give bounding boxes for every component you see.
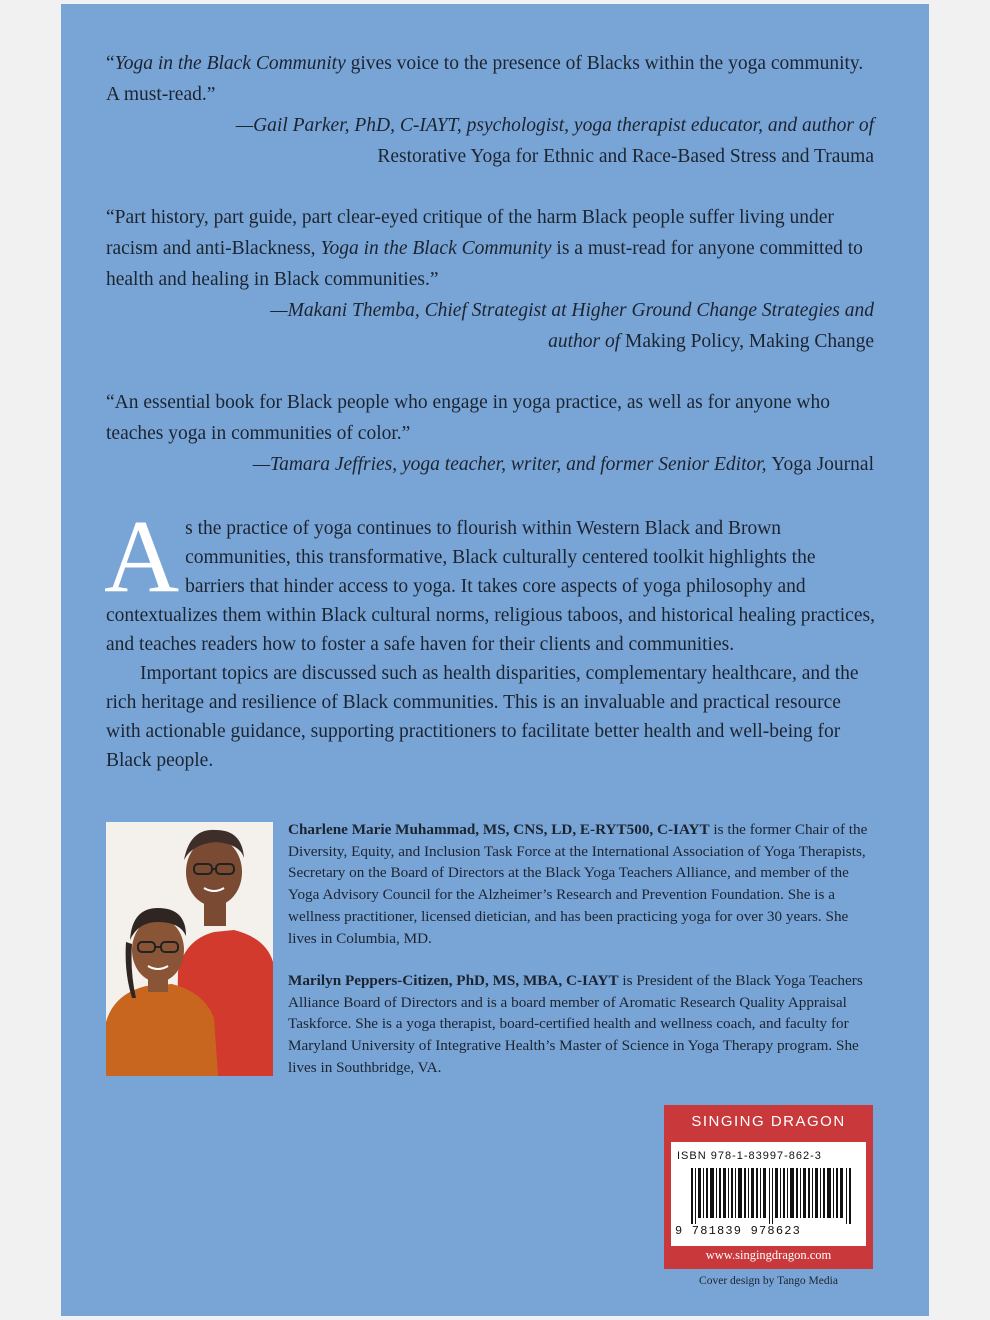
barcode-icon — [691, 1168, 853, 1224]
blurb-jeffries-attribution — [106, 449, 874, 480]
barcode-digits: 9 781839 978623 — [675, 1224, 802, 1238]
author-photo — [106, 822, 273, 1076]
attribution-book-title — [106, 141, 874, 172]
blurb-themba-text-after: is a must-read for anyone committed to health and healing in Black communities.” — [106, 238, 863, 290]
blurb-parker — [106, 48, 874, 172]
publisher-barcode-box — [664, 1105, 873, 1269]
author-photo-illustration — [106, 822, 273, 1076]
attribution-line: —Tamara Jeffries, yoga teacher, writer, and former Senior Editor, — [252, 454, 772, 475]
author-name: Marilyn Peppers-Citizen, PhD, MS, MBA, C-IAYT — [288, 972, 619, 989]
attribution-publication: Yoga Journal — [771, 454, 874, 475]
blurb-themba-attribution — [106, 295, 874, 326]
attribution-book: Restorative Yoga for Ethnic and Race-Based Stress and Trauma — [377, 146, 874, 167]
publisher-url: www.singingdragon.com — [705, 1248, 832, 1262]
barcode-panel — [671, 1142, 866, 1246]
blurb-parker-attribution — [106, 110, 874, 141]
book-description — [104, 499, 876, 775]
isbn-label: ISBN 978-1-83997-862-3 — [677, 1150, 822, 1162]
blurb-parker-quote: “Yoga in the Black Community gives voice to the presence of Blacks within the yoga community. A must-read.” — [106, 53, 864, 105]
attribution-line: —Makani Themba, Chief Strategist at Higher Ground Change Strategies and — [270, 300, 874, 321]
author-bio-muhammad — [288, 819, 880, 949]
drop-cap: A — [104, 499, 180, 614]
blurb-jeffries-quote: “An essential book for Black people who engage in yoga practice, as well as for anyone who teaches yoga in communities of color.” — [106, 392, 830, 444]
author-bio-text: is President of the Black Yoga Teachers Alliance Board of Directors and is a board member of Aromatic Research Quality Appraisal Taskforce. She is a yoga therapist, board-certified health and wellness coach, and faculty for Maryland University of Integrative Health’s Master of Science in Yoga Therapy program. She lives in Southbridge, VA. — [288, 972, 863, 1076]
blurb-themba-text-before: “Part history, part guide, part clear-eyed critique of the harm Black people suffer living under racism and anti-Blackness, — [106, 207, 834, 259]
cover-design-credit: Cover design by Tango Media — [699, 1275, 838, 1287]
blurb-themba — [106, 202, 874, 357]
blurb-themba-quote — [106, 202, 874, 295]
attribution-line: —Gail Parker, PhD, C-IAYT, psychologist, yoga therapist educator, and author of — [235, 115, 874, 136]
author-name: Charlene Marie Muhammad, MS, CNS, LD, E-RYT500, C-IAYT — [288, 821, 710, 838]
description-text-1: s the practice of yoga continues to flourish within Western Black and Brown communities, this transformative, Black culturally centered toolkit highlights the barriers that hinder access to yoga. It takes core aspects of yoga philosophy and contextualizes them within Black cultural norms, religious taboos, and historical healing practices, and teaches readers how to foster a safe haven for their clients and communities. — [106, 518, 875, 655]
author-bio-peppers-citizen-text — [288, 970, 880, 1079]
book-title-italic: Yoga in the Black Community — [320, 238, 552, 259]
attribution-book: Making Policy, Making Change — [625, 331, 874, 352]
publisher-name: SINGING DRAGON — [691, 1113, 846, 1130]
author-bio-muhammad-text — [288, 819, 880, 949]
attribution-author-of: author of — [548, 331, 626, 352]
blurb-parker-text: gives voice to the presence of Blacks within the yoga community. A must-read.” — [106, 53, 864, 105]
book-back-cover — [61, 4, 929, 1316]
blurb-themba-attribution-2 — [106, 326, 874, 357]
description-paragraph-2: Important topics are discussed such as health disparities, complementary healthcare, and the rich heritage and resilience of Black communities. This is an invaluable and practical resource with actionable guidance, supporting practitioners to facilitate better health and well-being for Black people. — [106, 663, 859, 771]
author-bio-peppers-citizen — [288, 970, 880, 1079]
description-paragraph-1 — [104, 499, 876, 659]
book-title-italic: Yoga in the Black Community — [114, 53, 346, 74]
blurb-jeffries — [106, 387, 874, 480]
author-bio-text: is the former Chair of the Diversity, Equity, and Inclusion Task Force at the International Association of Yoga Therapists, Secretary on the Board of Directors at the Black Yoga Teachers Alliance, and member of the Yoga Advisory Council for the Alzheimer’s Research and Prevention Foundation. She is a wellness practitioner, licensed dietician, and has been practicing yoga for over 30 years. She lives in Columbia, MD. — [288, 821, 868, 947]
